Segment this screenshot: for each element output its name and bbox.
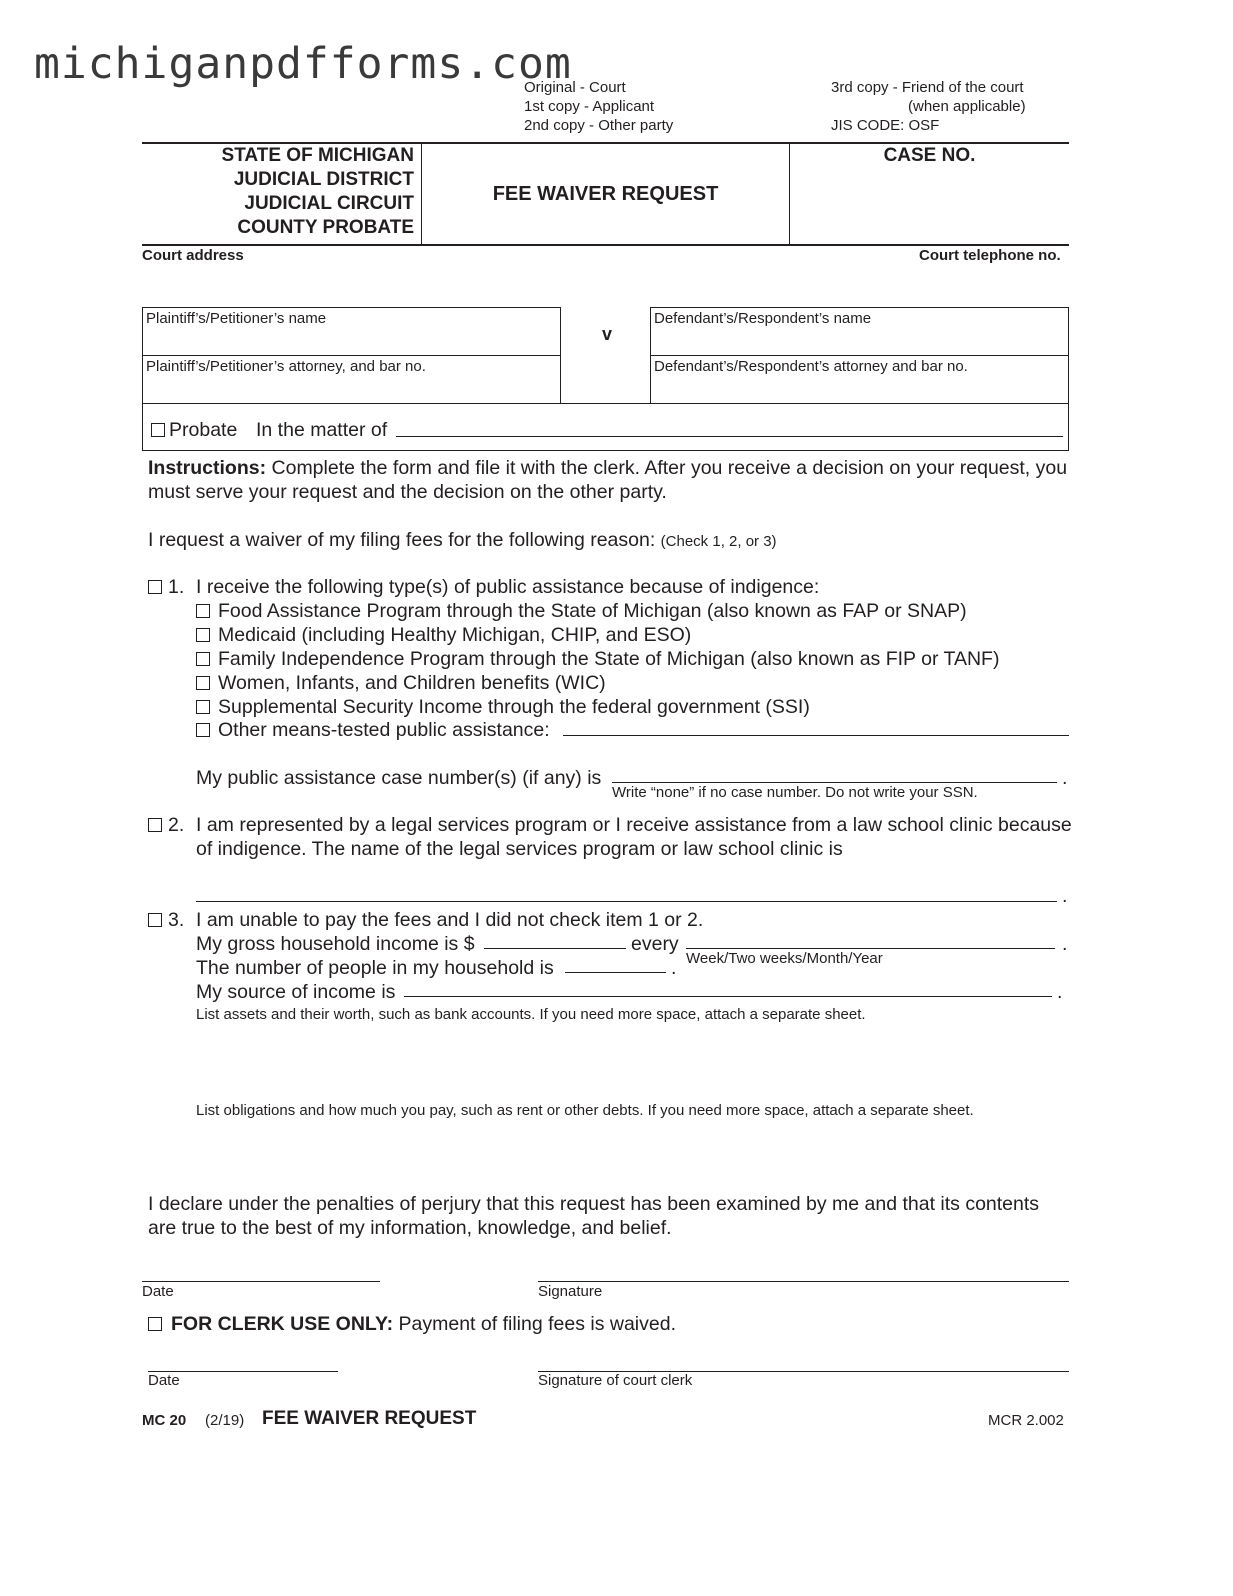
household-period: . <box>671 957 677 979</box>
income-period-hint: Week/Two weeks/Month/Year <box>686 950 883 967</box>
item1-option-wic[interactable]: Women, Infants, and Children benefits (WIC) <box>196 671 606 695</box>
footer-title: FEE WAIVER REQUEST <box>262 1408 477 1429</box>
item2-line1: I am represented by a legal services program or I receive assistance from a law school clinic because <box>196 814 1072 836</box>
household-label: The number of people in my household is <box>196 957 554 979</box>
item1-option-medicaid[interactable]: Medicaid (including Healthy Michigan, CHIP, and ESO) <box>196 623 691 647</box>
header-bottom-rule <box>142 244 1069 246</box>
medicaid-checkbox[interactable] <box>196 628 210 642</box>
defendant-attorney-field[interactable] <box>650 355 1069 404</box>
plaintiff-name-field[interactable] <box>142 307 561 356</box>
case-number-input[interactable] <box>612 782 1057 783</box>
signature-input[interactable] <box>538 1281 1069 1282</box>
instructions-lead: Instructions: <box>148 457 267 479</box>
footer-revision: (2/19) <box>205 1412 245 1429</box>
date-label: Date <box>142 1283 174 1300</box>
fap-checkbox[interactable] <box>196 604 210 618</box>
versus-label: v <box>602 324 613 344</box>
source-of-income-input[interactable] <box>404 996 1052 997</box>
clerk-date-label: Date <box>148 1372 180 1389</box>
court-address-label: Court address <box>142 247 244 264</box>
probate-checkbox-row[interactable] <box>151 418 237 442</box>
obligations-input-area[interactable] <box>196 1122 1069 1188</box>
household-size-input[interactable] <box>565 972 666 973</box>
clerk-use-lead: FOR CLERK USE ONLY: <box>171 1313 394 1335</box>
request-statement: I request a waiver of my filing fees for the following reason: (Check 1, 2, or 3) <box>148 529 777 551</box>
distribution-original: Original - Court <box>524 79 626 96</box>
distribution-third-copy: 3rd copy - Friend of the court <box>831 79 1024 96</box>
defendant-attorney-label: Defendant’s/Respondent’s attorney and bar no. <box>654 358 968 375</box>
clerk-waiver-checkbox[interactable] <box>148 1317 162 1331</box>
obligations-instruction: List obligations and how much you pay, such as rent or other debts. If you need more space, attach a separate sheet. <box>196 1102 974 1119</box>
date-input[interactable] <box>142 1281 380 1282</box>
item3-row[interactable]: 3. <box>148 908 184 932</box>
item1-checkbox[interactable] <box>148 580 162 594</box>
item1-option-other[interactable]: Other means-tested public assistance: <box>196 718 550 742</box>
in-the-matter-of-label: In the matter of <box>256 419 388 441</box>
every-label: every <box>631 933 679 955</box>
item2-checkbox[interactable] <box>148 818 162 832</box>
item3-checkbox[interactable] <box>148 913 162 927</box>
footer-rule: MCR 2.002 <box>988 1412 1064 1429</box>
watermark-logo: michiganpdfforms.com <box>34 39 572 89</box>
ssi-checkbox[interactable] <box>196 700 210 714</box>
declaration-line1: I declare under the penalties of perjury that this request has been examined by me and that its contents <box>148 1193 1040 1215</box>
item1-option-fip[interactable]: Family Independence Program through the State of Michigan (also known as FIP or TANF) <box>196 647 999 671</box>
item2-line2: of indigence. The name of the legal services program or law school clinic is <box>196 838 843 860</box>
signature-label: Signature <box>538 1283 603 1300</box>
item1-option-fap[interactable]: Food Assistance Program through the State of Michigan (also known as FAP or SNAP) <box>196 599 967 623</box>
footer-form-number: MC 20 <box>142 1412 187 1429</box>
source-period: . <box>1057 981 1063 1003</box>
other-assistance-checkbox[interactable] <box>196 723 210 737</box>
distribution-when-applicable: (when applicable) <box>908 98 1026 115</box>
plaintiff-name-label: Plaintiff’s/Petitioner’s name <box>146 310 327 327</box>
income-period-period: . <box>1062 933 1068 955</box>
court-state: STATE OF MICHIGAN <box>221 145 414 166</box>
other-assistance-input[interactable] <box>563 735 1069 736</box>
probate-checkbox[interactable] <box>151 423 165 437</box>
income-label: My gross household income is $ <box>196 933 475 955</box>
legal-services-period: . <box>1062 885 1068 907</box>
case-number-hint: Write “none” if no case number. Do not write your SSN. <box>612 784 978 801</box>
clerk-use-row[interactable]: FOR CLERK USE ONLY: Payment of filing fees is waived. <box>148 1312 676 1336</box>
fip-checkbox[interactable] <box>196 652 210 666</box>
item2-row[interactable]: 2. <box>148 813 184 837</box>
distribution-second-copy: 2nd copy - Other party <box>524 117 674 134</box>
case-number-label-text: My public assistance case number(s) (if any) is <box>196 767 602 789</box>
probate-label: Probate <box>169 419 238 441</box>
item1-option-ssi[interactable]: Supplemental Security Income through the federal government (SSI) <box>196 695 810 719</box>
assets-instruction: List assets and their worth, such as bank accounts. If you need more space, attach a separate sheet. <box>196 1006 866 1023</box>
jis-code: JIS CODE: OSF <box>831 117 940 134</box>
source-label: My source of income is <box>196 981 396 1003</box>
defendant-name-field[interactable] <box>650 307 1069 356</box>
item1-row[interactable]: 1. <box>148 575 184 599</box>
court-circuit: JUDICIAL CIRCUIT <box>244 193 414 214</box>
clerk-signature-label: Signature of court clerk <box>538 1372 693 1389</box>
legal-services-input[interactable] <box>196 901 1057 902</box>
plaintiff-attorney-label: Plaintiff’s/Petitioner’s attorney, and bar no. <box>146 358 426 375</box>
income-period-input[interactable] <box>686 948 1055 949</box>
assets-input-area[interactable] <box>196 1026 1069 1096</box>
declaration-line2: are true to the best of my information, knowledge, and belief. <box>148 1217 672 1239</box>
defendant-name-label: Defendant’s/Respondent’s name <box>654 310 872 327</box>
request-hint: (Check 1, 2, or 3) <box>660 533 777 550</box>
plaintiff-attorney-field[interactable] <box>142 355 561 404</box>
court-telephone-label: Court telephone no. <box>919 247 1061 264</box>
in-the-matter-of-input[interactable] <box>396 436 1063 437</box>
case-number-label[interactable]: CASE NO. <box>883 145 976 166</box>
case-number-period: . <box>1062 767 1068 789</box>
item3-text: I am unable to pay the fees and I did not check item 1 or 2. <box>196 909 704 931</box>
wic-checkbox[interactable] <box>196 676 210 690</box>
item1-text: I receive the following type(s) of public assistance because of indigence: <box>196 576 820 598</box>
income-amount-input[interactable] <box>484 948 626 949</box>
instructions-line1: Instructions: Complete the form and file it with the clerk. After you receive a decision on your request, you <box>148 457 1068 479</box>
distribution-first-copy: 1st copy - Applicant <box>524 98 655 115</box>
form-title: FEE WAIVER REQUEST <box>492 183 719 205</box>
court-probate: COUNTY PROBATE <box>237 217 414 238</box>
instructions-line2: must serve your request and the decision on the other party. <box>148 481 667 503</box>
court-district: JUDICIAL DISTRICT <box>233 169 414 190</box>
